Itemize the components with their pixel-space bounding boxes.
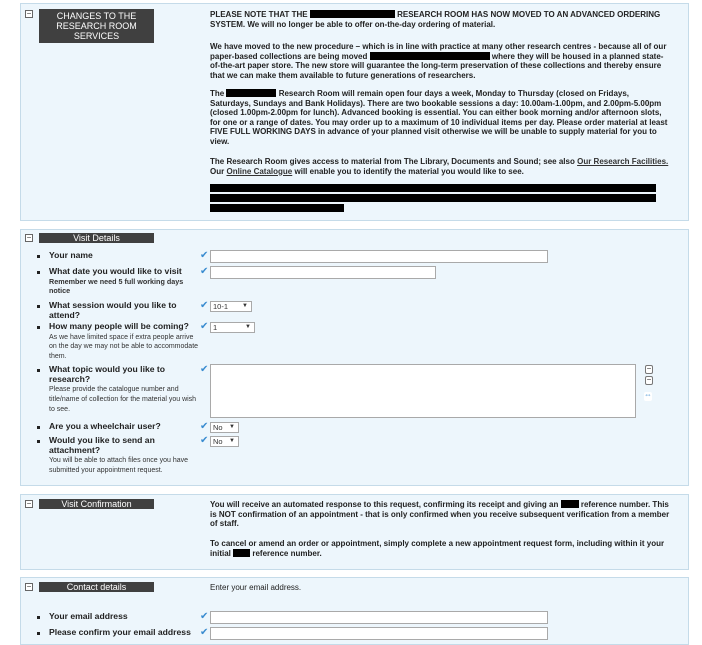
bullet <box>37 426 40 429</box>
notice-paragraph-2: We have moved to the new procedure – which is in line with practice at many other research centres - because all of our paper-based collections are being moved where they will be housed in a planned state-of-the-art paper store. The new store will guarantee the long-term preservation of these collections and thereby ensure that we can make them available to future generations of researchers. <box>210 42 667 80</box>
bullet <box>37 305 40 308</box>
wheelchair-select[interactable]: No ▼ <box>210 422 239 433</box>
topic-hint: Please provide the catalogue number and title/name of collection for the material you wish to see. <box>49 386 197 413</box>
date-input[interactable] <box>210 266 436 279</box>
confirmation-paragraph-2: To cancel or amend an order or appointment, simply complete a new appointment request form, including within it your initial reference number. <box>210 539 665 558</box>
notice-paragraph-4: The Research Room gives access to material from The Library, Documents and Sound; see also Our Research Facilities. Our Online Catalogue will enable you to identify the material you would like to see. <box>210 157 669 176</box>
check-icon: ✔ <box>200 611 209 622</box>
check-icon: ✔ <box>200 321 209 332</box>
collapse-toggle[interactable]: − <box>26 582 32 591</box>
attachment-select[interactable]: No ▼ <box>210 436 239 447</box>
contact-details-section <box>20 577 689 645</box>
attachment-hint: You will be able to attach files once you have submitted your appointment request. <box>49 457 189 474</box>
expand-textarea-icon[interactable]: − <box>646 364 652 373</box>
redacted-line <box>210 184 656 192</box>
bullet <box>37 255 40 258</box>
wheelchair-label: Are you a wheelchair user? <box>49 421 161 431</box>
check-icon: ✔ <box>200 435 209 446</box>
visit-details-header: Visit Details <box>39 233 154 243</box>
bullet <box>37 326 40 329</box>
topic-label: What topic would you like to research? Please provide the catalogue number and title/name of collection for the material you wish to see. <box>49 364 197 413</box>
contact-details-header: Contact details <box>39 582 154 592</box>
visit-details-section <box>20 229 689 486</box>
collapse-toggle[interactable]: − <box>26 233 32 242</box>
check-icon: ✔ <box>200 250 209 261</box>
redacted-block <box>370 52 490 60</box>
redacted-block <box>233 549 250 557</box>
resize-textarea-icon[interactable]: ⇔ <box>644 390 652 399</box>
email-confirm-label: Please confirm your email address <box>49 627 191 637</box>
notice-paragraph-3: The Research Room will remain open four days a week, Monday to Thursday (closed on Fridays, Saturdays, Sundays and Bank Holidays). There are two bookable sessions a day: 10.00am-1.00pm, and 2.00pm-5.00pm (closed 1.00pm-2.00pm for lunch). Advanced booking is essential. You can either book morning and/or afternoon slots, for one or a range of dates. You may order up to a maximum of 10 individual items per day. Please order material at least FIVE FULL WORKING DAYS in advance of your planned visit otherwise we will be unable to supply material for you to view. <box>210 89 668 146</box>
check-icon: ✔ <box>200 421 209 432</box>
bullet <box>37 369 40 372</box>
email-confirm-input[interactable] <box>210 627 548 640</box>
bullet <box>37 440 40 443</box>
date-label: What date you would like to visit Remember we need 5 full working days notice <box>49 266 184 295</box>
check-icon: ✔ <box>200 266 209 277</box>
visit-confirmation-section <box>20 494 689 570</box>
confirmation-paragraph-1: You will receive an automated response to this request, confirming its receipt and giving an reference number. This is NOT confirmation of an appointment - that is only confirmed when you receive subsequent verification from a member of staff. <box>210 500 670 529</box>
redacted-block <box>226 89 276 97</box>
session-select[interactable]: 10-1 ▼ <box>210 301 252 312</box>
bullet <box>37 616 40 619</box>
check-icon: ✔ <box>200 300 209 311</box>
dropdown-arrow-icon: ▼ <box>229 438 235 444</box>
dropdown-arrow-icon: ▼ <box>242 303 248 309</box>
contact-intro: Enter your email address. <box>210 583 302 592</box>
check-icon: ✔ <box>200 627 209 638</box>
notice-section <box>20 3 689 221</box>
people-select[interactable]: 1 ▼ <box>210 322 255 333</box>
notice-paragraph-1: PLEASE NOTE THAT THE RESEARCH ROOM HAS NOW MOVED TO AN ADVANCED ORDERING SYSTEM. We will no longer be able to offer on-the-day ordering of material. <box>210 10 661 29</box>
email-label: Your email address <box>49 611 128 621</box>
email-input[interactable] <box>210 611 548 624</box>
topic-textarea[interactable] <box>210 364 636 418</box>
research-facilities-link[interactable]: Our Research Facilities. <box>577 157 669 166</box>
redacted-block <box>561 500 579 508</box>
notice-header: CHANGES TO THE RESEARCH ROOM SERVICES <box>39 9 154 43</box>
name-label: Your name <box>49 250 93 260</box>
bullet <box>37 271 40 274</box>
session-label: What session would you like to attend? <box>49 300 177 320</box>
dropdown-arrow-icon: ▼ <box>245 324 251 330</box>
visit-confirmation-header: Visit Confirmation <box>39 499 154 509</box>
online-catalogue-link[interactable]: Online Catalogue <box>226 166 293 176</box>
redacted-block <box>310 10 395 18</box>
people-label: How many people will be coming? As we have limited space if extra people arrive on the day we may not be able to accommodate them. <box>49 321 199 361</box>
shrink-textarea-icon[interactable]: − <box>646 375 652 384</box>
people-hint: As we have limited space if extra people arrive on the day we may not be able to accommodate them. <box>49 333 199 361</box>
attachment-label: Would you like to send an attachment? You will be able to attach files once you have submitted your appointment request. <box>49 435 189 474</box>
name-input[interactable] <box>210 250 548 263</box>
bullet <box>37 632 40 635</box>
check-icon: ✔ <box>200 364 209 375</box>
redacted-line <box>210 204 344 212</box>
dropdown-arrow-icon: ▼ <box>229 424 235 430</box>
date-hint: Remember we need 5 full working days notice <box>49 276 184 295</box>
collapse-toggle[interactable]: − <box>26 499 32 508</box>
redacted-line <box>210 194 656 202</box>
collapse-toggle[interactable]: − <box>26 9 32 18</box>
